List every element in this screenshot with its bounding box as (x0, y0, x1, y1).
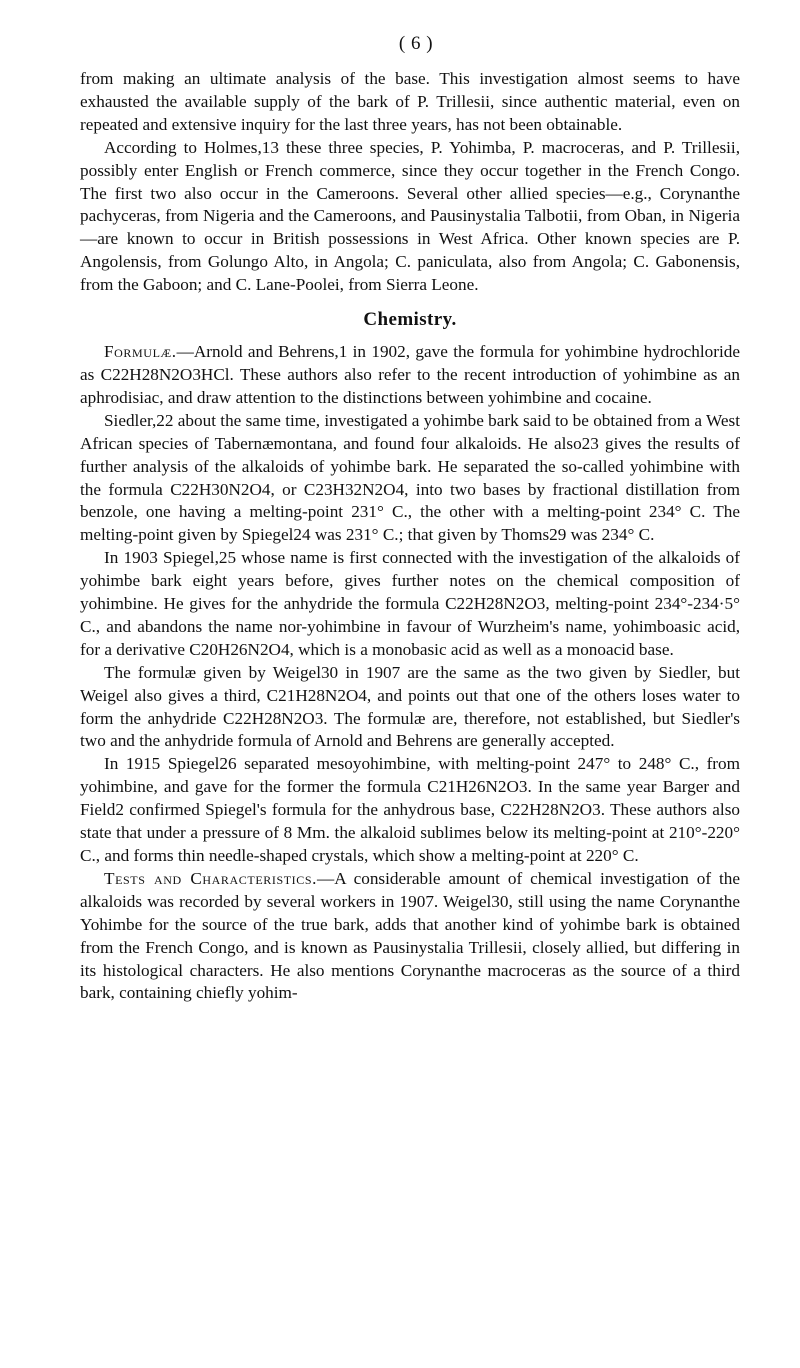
paragraph-spiegel-1903: In 1903 Spiegel,25 whose name is first connected with the investigation of the alkaloids of yohimbe bark eight years before, gives further notes on the chemical composition of yohimbine. He gives for the anhydride the formula C22H28N2O3, melting-point 234°-234·5° C., and abandons the name nor-yohimbine in favour of Wurzheim's name, yohimboasic acid, for a derivative C20H26N2O4, which is a monobasic acid as well as a monoacid base. (80, 548, 740, 659)
document-page (80, 20, 740, 1005)
page-number: ( 6 ) (398, 33, 434, 54)
paragraph-species-holmes: According to Holmes,13 these three species, P. Yohimba, P. macroceras, and P. Trillesii, possibly enter English or French commerce, since they occur together in the French Congo. The first two also occur in the Cameroons. Several other allied species—e.g., Corynanthe pachyceras, from Nigeria and the Cameroons, and Pausinystalia Talbotii, from Oban, in Nigeria—are known to occur in British possessions in West Africa. Other known species are P. Angolensis, from Golungo Alto, in Angola; C. paniculata, also from Angola; C. Gabonensis, from the Gaboon; and C. Lane-Poolei, from Sierra Leone. (80, 137, 740, 295)
tests-text: —A considerable amount of chemical investigation of the alkaloids was recorded by several workers in 1907. Weigel30, still using the name Corynanthe Yohimbe for the source of the true bark, adds that another kind of yohimbe bark is obtained from the French Congo, and is known as Pausinystalia Trillesii, closely allied, but differing in its histological characters. He also mentions Corynanthe macroceras as the source of a third bark, containing chiefly yohim- (80, 868, 740, 1003)
section-heading-chemistry: Chemistry. (363, 309, 457, 331)
paragraph-spiegel-1915: In 1915 Spiegel26 separated mesoyohimbine, with melting-point 247° to 248° C., from yohimbine, and gave for the former the formula C21H26N2O3. In the same year Barger and Field2 confirmed Spiegel's formula for the anhydrous base, C22H28N2O3. These authors also state that under a pressure of 8 Mm. the alkaloid sublimes below its melting-point at 210°-220° C., and forms thin needle-shaped crystals, which show a melting-point at 220° C. (80, 754, 740, 865)
paragraph-intro-continuation: from making an ultimate analysis of the base. This investigation almost seems to have exhausted the available supply of the bark of P. Trillesii, since authentic material, even on repeated and extensive inquiry for the last three years, has not been obtainable. (80, 69, 740, 134)
paragraph-siedler: Siedler,22 about the same time, investigated a yohimbe bark said to be obtained from a West African species of Tabernæmontana, and found four alkaloids. He also23 gives the results of further analysis of the alkaloids of yohimbe bark. He separated the so-called yohimbine with the formula C22H30N2O4, or C23H32N2O4, into two bases by fractional distillation from benzole, one having a melting-point 231° C., the other with a melting-point 234° C. The melting-point given by Spiegel24 was 231° C.; that given by Thoms29 was 234° C. (80, 410, 740, 545)
paragraph-formulae (80, 341, 740, 410)
formulae-text: —Arnold and Behrens,1 in 1902, gave the formula for yohimbine hydrochloride as C22H28N2O3HCl. These authors also refer to the recent introduction of yohimbine as an aphrodisiac, and draw attention to the distinctions between yohimbine and cocaine. (80, 342, 740, 407)
paragraph-tests (80, 868, 740, 1005)
formulae-run-in-heading: Formulæ. (104, 342, 177, 362)
tests-run-in-heading: Tests and Characteristics. (104, 868, 318, 888)
paragraph-weigel-formulae: The formulæ given by Weigel30 in 1907 are the same as the two given by Siedler, but Weigel also gives a third, C21H28N2O4, and points out that one of the others loses water to form the anhydride C22H28N2O3. The formulæ are, therefore, not established, but Siedler's two and the anhydride formula of Arnold and Behrens are generally accepted. (80, 662, 740, 751)
